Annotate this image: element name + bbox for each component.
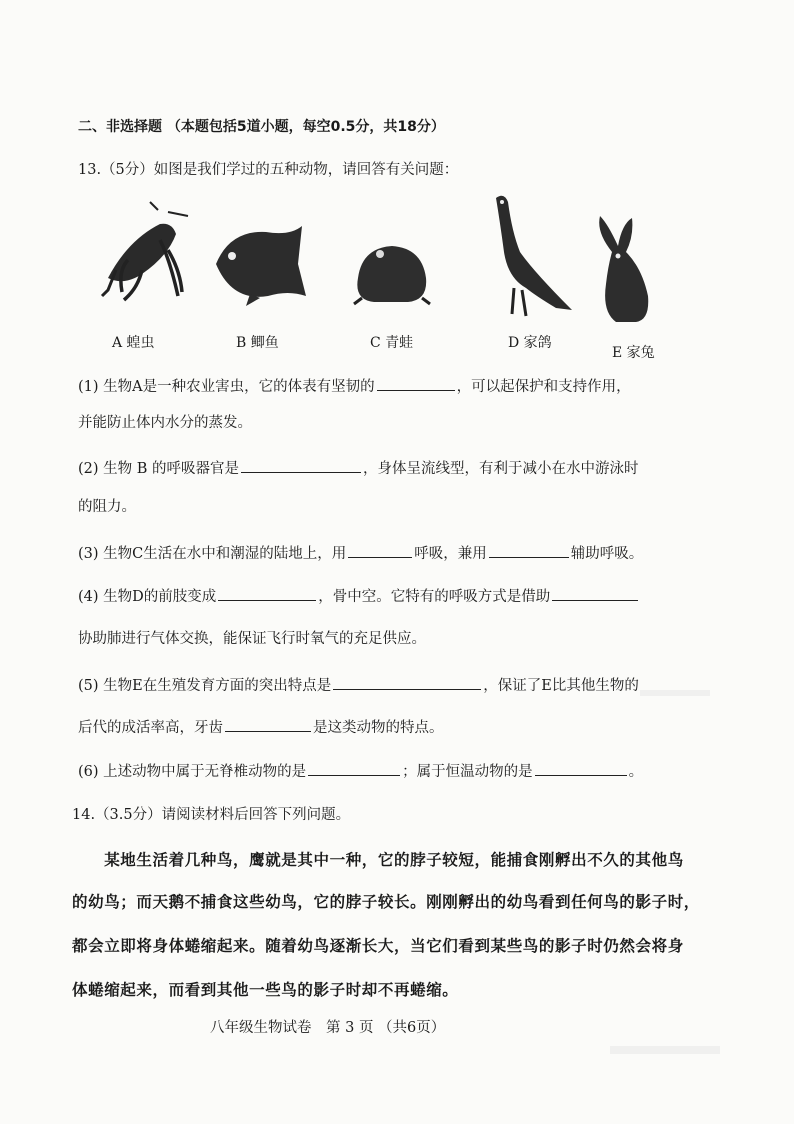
question-14-stem: 14.（3.5分）请阅读材料后回答下列问题。: [72, 807, 351, 823]
q13-6-text-a: (6) 上述动物中属于无脊椎动物的是: [78, 764, 307, 780]
pigeon-icon: [486, 192, 576, 322]
q13-5-text-a: (5) 生物E在生殖发育方面的突出特点是: [78, 678, 332, 694]
q13-3-text-a: (3) 生物C生活在水中和潮湿的陆地上，用: [78, 546, 347, 562]
q13-1-text-b: ，可以起保护和支持作用，: [456, 379, 631, 395]
question-13-stem: 13.（5分）如图是我们学过的五种动物，请回答有关问题：: [78, 162, 459, 178]
q13-3-text-c: 辅助呼吸。: [570, 546, 644, 562]
answer-blank-6b[interactable]: [535, 761, 627, 776]
q13-4-text-b: ，骨中空。它特有的呼吸方式是借助: [318, 589, 551, 605]
caption-e: E 家兔: [612, 345, 655, 361]
material-line-3: 都会立即将身体蜷缩起来。随着幼鸟逐渐长大，当它们看到某些鸟的影子时仍然会将身: [72, 937, 684, 955]
grasshopper-icon: [98, 200, 190, 308]
q13-5-text-d: 是这类动物的特点。: [313, 720, 444, 736]
q13-1-text-a: (1) 生物A是一种农业害虫，它的体表有坚韧的: [78, 379, 375, 395]
answer-blank-6a[interactable]: [308, 761, 400, 776]
scan-smudge: [610, 1046, 720, 1054]
question-13-6: [78, 760, 643, 781]
material-line-4: 体蜷缩起来，而看到其他一些鸟的影子时却不再蜷缩。: [72, 981, 459, 999]
question-13-1-cont: 并能防止体内水分的蒸发。: [78, 415, 252, 431]
fish-icon: [210, 222, 310, 306]
q13-6-text-c: 。: [628, 764, 644, 780]
answer-blank-1[interactable]: [377, 376, 455, 391]
q13-3-text-b: 呼吸，兼用: [414, 546, 487, 562]
question-13-4: [78, 585, 640, 606]
material-line-2: 的幼鸟；而天鹅不捕食这些幼鸟，它的脖子较长。刚刚孵出的幼鸟看到任何鸟的影子时，: [72, 893, 700, 911]
frog-icon: [352, 238, 432, 306]
question-13-1: [78, 375, 631, 396]
answer-blank-4b[interactable]: [552, 586, 638, 601]
q13-2-text-a: (2) 生物 B 的呼吸器官是: [78, 461, 240, 477]
q13-4-text-a: (4) 生物D的前肢变成: [78, 589, 217, 605]
question-13-4-cont: 协助肺进行气体交换，能保证飞行时氧气的充足供应。: [78, 631, 426, 647]
answer-blank-3a[interactable]: [348, 543, 412, 558]
scan-smudge: [640, 690, 710, 696]
question-13-2: [78, 457, 639, 478]
q13-5-text-b: ，保证了E比其他生物的: [483, 678, 639, 694]
material-line-1: 某地生活着几种鸟，鹰就是其中一种，它的脖子较短，能捕食刚孵出不久的其他鸟: [72, 851, 684, 869]
answer-blank-5a[interactable]: [333, 675, 481, 690]
caption-b: B 鲫鱼: [236, 335, 279, 351]
section-title: 二、非选择题 （本题包括5道小题，每空0.5分，共18分）: [78, 119, 445, 135]
q13-5-text-c: 后代的成活率高，牙齿: [78, 720, 223, 736]
answer-blank-2[interactable]: [241, 458, 361, 473]
answer-blank-3b[interactable]: [489, 543, 569, 558]
page-footer: 八年级生物试卷 第 3 页 （共6页）: [210, 1020, 446, 1036]
rabbit-icon: [592, 212, 666, 324]
caption-a: A 蝗虫: [112, 335, 155, 351]
question-13-5: [78, 674, 639, 695]
q13-2-text-b: ，身体呈流线型，有利于减小在水中游泳时: [363, 461, 639, 477]
answer-blank-4a[interactable]: [218, 586, 316, 601]
answer-blank-5b[interactable]: [225, 717, 311, 732]
question-13-3: [78, 542, 643, 563]
question-13-2-cont: 的阻力。: [78, 499, 136, 515]
caption-c: C 青蛙: [370, 335, 414, 351]
question-13-5-cont: [78, 716, 444, 737]
q13-6-text-b: ；属于恒温动物的是: [402, 764, 533, 780]
caption-d: D 家鸽: [508, 335, 552, 351]
